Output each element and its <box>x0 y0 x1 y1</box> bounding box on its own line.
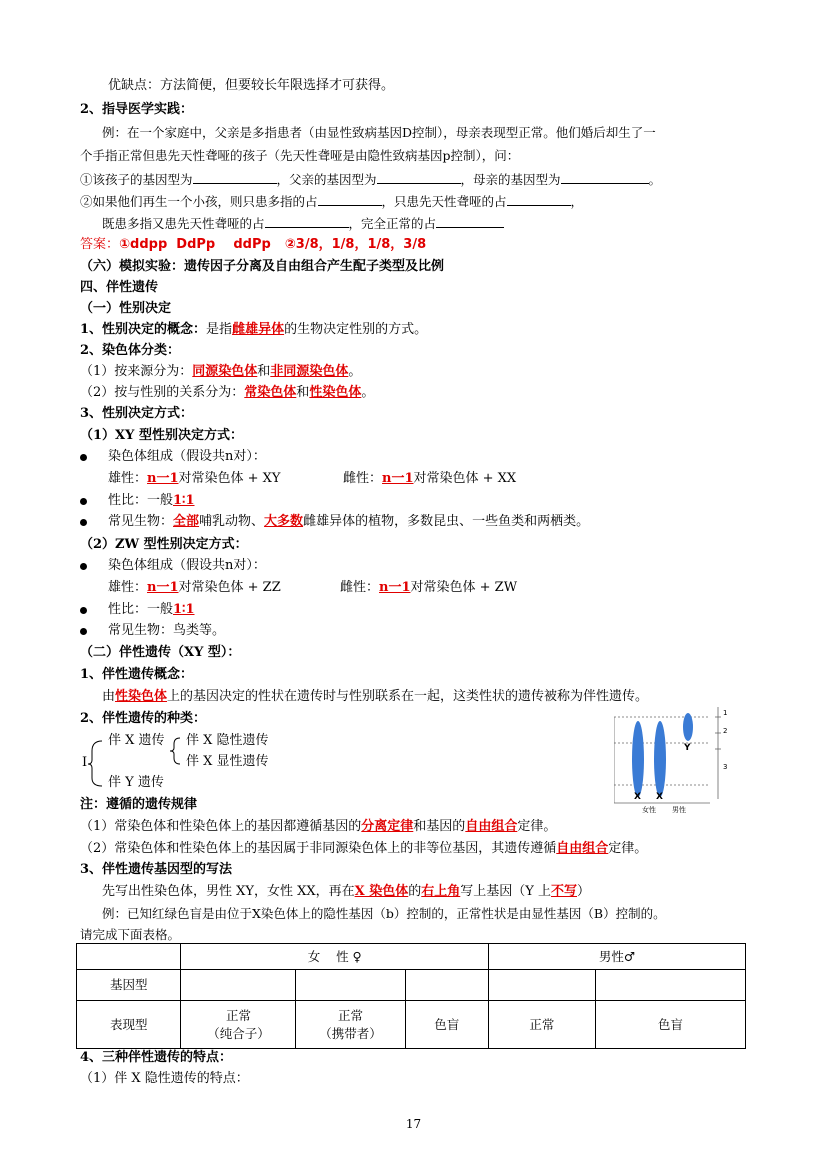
text: （1）常染色体和性染色体上的基因都遵循基因的 <box>80 819 362 834</box>
sex-linked-types-heading: 2、伴性遗传的种类： <box>80 711 207 726</box>
genotype-table <box>76 943 746 1049</box>
tree-x-recessive: 伴 X 隐性遗传 <box>186 733 269 748</box>
phenotype-cell <box>296 1001 405 1049</box>
answer-label: 答案： <box>80 237 120 252</box>
section-sex-linked: 四、伴性遗传 <box>80 280 159 295</box>
fill-answer: 右上角 <box>421 884 461 899</box>
answer-blank <box>377 169 461 184</box>
xy-organisms <box>108 512 589 532</box>
text: 和基因的 <box>413 819 466 834</box>
text: 定律。 <box>517 819 557 834</box>
answer-blank <box>193 169 277 184</box>
zw-type-heading: （2）ZW 型性别决定方式： <box>80 537 248 552</box>
example-line-1: 例：在一个家庭中，父亲是多指患者（由显性致病基因D控制），母亲表现型正常。他们婚后却生了一 <box>102 125 656 140</box>
fill-answer: 不写 <box>551 884 578 899</box>
seg-2: 2 <box>723 727 728 735</box>
q2-part-a: ②如果他们再生一个小孩，则只患多指的占 <box>80 194 318 209</box>
row-label-phenotype: 表现型 <box>77 1001 181 1049</box>
table-header-row <box>77 944 746 970</box>
text: 雌性： <box>340 580 380 595</box>
text: 先写出性染色体，男性 XY，女性 XX，再在 <box>102 884 355 899</box>
table-corner <box>77 944 181 970</box>
zw-sex-ratio <box>108 600 195 620</box>
section-medical-practice: 2、指导医学实践： <box>80 102 194 117</box>
text: 雄性： <box>108 580 148 595</box>
fill-answer: 非同源染色体 <box>270 364 349 379</box>
text: 定律。 <box>608 841 648 856</box>
fill-answer: n一1 <box>382 471 414 486</box>
female-label: 女性 <box>642 806 656 814</box>
cell-line: 正常 <box>338 1007 364 1023</box>
x-chromosome-1 <box>632 721 644 797</box>
text: 性比：一般 <box>108 602 174 617</box>
text: （2）按与性别的关系分为： <box>80 385 245 400</box>
zw-male <box>108 578 281 598</box>
phenotype-cell: 色盲 <box>405 1001 488 1049</box>
tree-x-dominant: 伴 X 显性遗传 <box>186 754 269 769</box>
concept-text-a: 是指 <box>206 322 233 337</box>
example-line-2: 个手指正常但患先天性聋哑的孩子（先天性聋哑是由隐性致病基因p控制），问： <box>80 148 520 163</box>
cell-line: （纯合子） <box>207 1025 270 1041</box>
page-number: 17 <box>405 1117 422 1131</box>
text: 对常染色体 + ZZ <box>178 580 281 595</box>
q1-part-b: ，父亲的基因型为 <box>276 172 377 187</box>
text: 。 <box>361 385 375 400</box>
fill-answer: 1∶1 <box>173 493 195 508</box>
sex-linked-concept <box>102 687 648 707</box>
seg-3: 3 <box>723 763 728 771</box>
table-row <box>77 970 746 1001</box>
cell-line: （携带者） <box>319 1025 382 1041</box>
bullet <box>80 519 87 526</box>
fill-answer: 全部 <box>173 514 200 529</box>
text: 的 <box>408 884 422 899</box>
text: 。 <box>348 364 362 379</box>
section-sex-determination: （一）性别决定 <box>80 301 172 316</box>
genotype-cell[interactable] <box>181 970 296 1001</box>
xy-male <box>108 469 281 489</box>
female-header: 女 性 ♀ <box>181 944 488 970</box>
text: 雄性： <box>108 471 148 486</box>
section-simulation: （六）模拟实验：遗传因子分离及自由组合产生配子类型及比例 <box>80 259 445 274</box>
fill-answer: 同源染色体 <box>192 364 258 379</box>
text: 对常染色体 + XY <box>178 471 281 486</box>
male-label: 男性 <box>672 806 686 814</box>
text: 性比：一般 <box>108 493 174 508</box>
text: （2）常染色体和性染色体上的基因属于非同源染色体上的非等位基因，其遗传遵循 <box>80 841 557 856</box>
cell-line: 正常 <box>225 1007 251 1023</box>
text: ） <box>577 884 591 899</box>
answer-blank <box>318 191 382 206</box>
answer-part-1: ①ddpp DdPp ddPp <box>119 237 271 252</box>
fill-answer: 分离定律 <box>361 819 414 834</box>
bullet <box>80 607 87 614</box>
x-chromosome-2 <box>654 721 666 797</box>
question-2-cont <box>102 213 504 234</box>
x-label-1: X <box>634 792 641 802</box>
xy-composition: 染色体组成（假设共n对）： <box>108 449 266 464</box>
q2-part-d: 既患多指又患先天性聋哑的占 <box>102 216 265 231</box>
color-blind-example: 例：已知红绿色盲是由位于X染色体上的隐性基因（b）控制的，正常性状是由显性基因（B）控制的。 <box>102 906 666 921</box>
fill-answer: 性染色体 <box>115 689 168 704</box>
fill-answer: 自由组合 <box>556 841 609 856</box>
concept-text-b: 的生物决定性别的方式。 <box>284 322 428 337</box>
q2-part-c: ， <box>570 194 584 209</box>
bullet <box>80 563 87 570</box>
y-label: Y <box>684 743 691 753</box>
text: 对常染色体 + XX <box>413 471 517 486</box>
x-recessive-features: （1）伴 X 隐性遗传的特点： <box>80 1071 249 1086</box>
xy-female <box>343 469 516 489</box>
complete-table-instruction: 请完成下面表格。 <box>80 927 181 942</box>
xy-sex-ratio <box>108 491 195 511</box>
q2-part-e: ，完全正常的占 <box>348 216 437 231</box>
fill-answer: 性染色体 <box>309 385 362 400</box>
text: 和 <box>257 364 271 379</box>
zw-organisms: 常见生物：鸟类等。 <box>108 623 226 638</box>
tree-x-linked: 伴 X 遗传 <box>108 733 165 748</box>
text: 由 <box>102 689 116 704</box>
phenotype-cell: 正常 <box>488 1001 595 1049</box>
seg-1: 1 <box>723 709 728 717</box>
genotype-notation <box>102 882 590 902</box>
tree-root-label: I <box>82 755 88 770</box>
fill-answer: n一1 <box>147 580 179 595</box>
fill-answer: n一1 <box>379 580 411 595</box>
answer-blank <box>507 191 571 206</box>
sex-linked-xy-heading: （二）伴性遗传（XY 型）： <box>80 645 241 660</box>
phenotype-cell: 色盲 <box>595 1001 745 1049</box>
fill-answer: X 染色体 <box>354 884 409 899</box>
phenotype-cell <box>181 1001 296 1049</box>
genotype-cell[interactable] <box>595 970 745 1001</box>
note-1 <box>80 817 556 837</box>
fill-answer: 常染色体 <box>244 385 297 400</box>
text: 和 <box>296 385 310 400</box>
q1-part-d: 。 <box>648 172 662 187</box>
zw-female <box>340 578 517 598</box>
note-2 <box>80 839 647 859</box>
concept-label: 1、性别决定的概念： <box>80 322 207 337</box>
answer-line <box>80 235 426 255</box>
q1-part-c: ，母亲的基因型为 <box>460 172 561 187</box>
answer-blank <box>436 213 504 228</box>
answer-part-2: ②3/8，1/8，1/8，3/8 <box>284 237 427 252</box>
male-header: 男性♂ <box>488 944 745 970</box>
bullet <box>80 454 87 461</box>
genotype-notation-heading: 3、伴性遗传基因型的写法 <box>80 862 233 877</box>
fill-answer: 1∶1 <box>173 602 195 617</box>
answer-blank <box>265 213 349 228</box>
fill-answer: 大多数 <box>264 514 304 529</box>
text: 写上基因（Y 上 <box>460 884 551 899</box>
genotype-cell[interactable] <box>405 970 488 1001</box>
classification-by-source <box>80 362 361 382</box>
table-row <box>77 1001 746 1049</box>
sex-determination-modes: 3、性别决定方式： <box>80 406 194 421</box>
three-types-features-heading: 4、三种伴性遗传的特点： <box>80 1050 233 1065</box>
question-1 <box>80 169 661 190</box>
text: 上的基因决定的性状在遗传时与性别联系在一起，这类性状的遗传被称为伴性遗传。 <box>167 689 649 704</box>
answer-blank <box>561 169 649 184</box>
text: 对常染色体 + ZW <box>410 580 518 595</box>
question-2 <box>80 191 583 212</box>
bullet <box>80 628 87 635</box>
classification-by-sex <box>80 383 374 403</box>
q2-part-b: ，只患先天性聋哑的占 <box>381 194 507 209</box>
note-heading: 注：遵循的遗传规律 <box>80 797 198 812</box>
text: 常见生物： <box>108 514 174 529</box>
chromosome-classification: 2、染色体分类： <box>80 343 181 358</box>
fill-answer: 雌雄异体 <box>232 322 285 337</box>
genotype-cell[interactable] <box>488 970 595 1001</box>
q1-part-a: ①该孩子的基因型为 <box>80 172 193 187</box>
pros-cons-line: 优缺点：方法简便，但要较长年限选择才可获得。 <box>108 78 395 93</box>
text: 雌性： <box>343 471 383 486</box>
fill-answer: 自由组合 <box>465 819 518 834</box>
text: 哺乳动物、 <box>199 514 265 529</box>
sex-chromosome-figure <box>614 703 734 821</box>
tree-y-linked: 伴 Y 遗传 <box>108 775 164 790</box>
row-label-genotype: 基因型 <box>77 970 181 1001</box>
xy-type-heading: （1）XY 型性别决定方式： <box>80 428 243 443</box>
fill-answer: n一1 <box>147 471 179 486</box>
sex-determination-concept <box>80 320 427 340</box>
zw-composition: 染色体组成（假设共n对）： <box>108 558 266 573</box>
bullet <box>80 498 87 505</box>
sex-linked-concept-heading: 1、伴性遗传概念： <box>80 667 194 682</box>
y-chromosome <box>683 713 693 741</box>
genotype-cell[interactable] <box>296 970 405 1001</box>
x-label-2: X <box>656 792 663 802</box>
text: 雌雄异体的植物，多数昆虫、一些鱼类和两栖类。 <box>303 514 590 529</box>
text: （1）按来源分为： <box>80 364 193 379</box>
